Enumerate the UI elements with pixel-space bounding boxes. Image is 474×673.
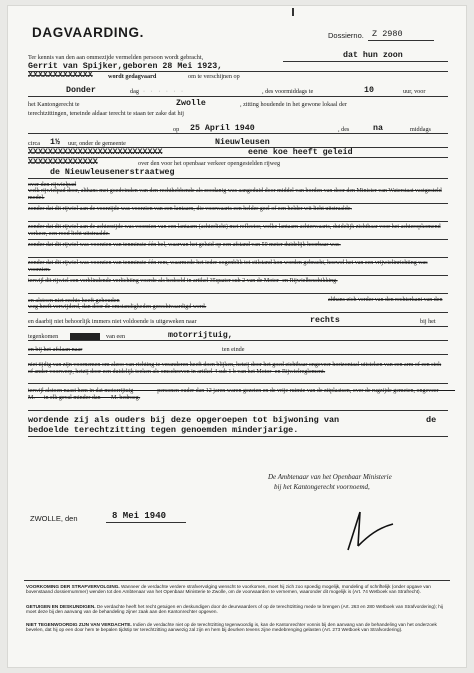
- intro-typed-circa: 1½: [50, 138, 60, 147]
- footer-text-absence: Indien de verdachte niet op de terechtzitting tegenwoordig is, kan de Kantonrechter vonnis bij den aanvang van de behandeling van het onderzoek bevelen, dat hij op een door hem te bepalen tijdstip ter terechtzitting aanwezig zal zijn en hem bij deurken tevens zijne medebrenging gelasten (Art. 273 Wetboek van Strafvordering).: [26, 622, 437, 633]
- intro-typed-date: 25 April 1940: [190, 124, 255, 133]
- intro-dotted-blanks: · · · · · ·: [143, 88, 186, 95]
- intro-typed-hour: 10: [364, 86, 374, 95]
- signature-place: ZWOLLE, den: [30, 514, 78, 523]
- footer-head-witnesses: GETUIGEN EN DESKUNDIGEN.: [26, 604, 96, 609]
- rule: [28, 410, 448, 411]
- offense-tegenkomen: tegenkomen: [28, 333, 59, 340]
- intro-uur-voor: uur, voor: [403, 88, 426, 95]
- offense-typed-closing-1: wordende zij als ouders bij deze opgeroepen tot bijwoning van: [28, 415, 340, 425]
- rule: [28, 96, 448, 97]
- rule: [28, 312, 448, 313]
- rule: [28, 221, 448, 222]
- rule: [28, 354, 448, 355]
- intro-typed-son: dat hun zoon: [343, 51, 403, 60]
- dossier-label: Dossierno.: [328, 31, 364, 40]
- intro-middags: middags: [410, 126, 431, 133]
- document-title: DAGVAARDING.: [32, 25, 144, 40]
- intro-line-3: om te verschijnen op: [188, 73, 240, 80]
- intro-typed-na: na: [373, 124, 383, 133]
- rule: [28, 257, 448, 258]
- intro-typed-gemeente: Nieuwleusen: [215, 138, 270, 147]
- top-mark: [292, 8, 294, 16]
- footer-text-witnesses: De verdachte heeft het recht getuigen en deskundigen door de deurwaarders of op de terechtzitting mede te brengen (Art. 263 en 280 Wetboek van Strafvordering); hij moet deze bij den aanvang van de behandeling zijner zaak aan den Kantonrechter opgeven.: [26, 604, 443, 615]
- rule: [28, 239, 448, 240]
- offense-para-personen: terwijl alstoen naast hem in dat motorrijtuig personen ouder dan 12 jaren waren gezeten en de vrije ruimte van de zitplaatsen, over de rugzijde gemeten, ongeveer M. — in elk geval minder dan M. bedroeg.: [28, 388, 456, 401]
- intro-des-label: , des: [338, 126, 350, 133]
- intro-des-voormiddags: , des voormiddags te: [262, 88, 314, 95]
- footer-note-witnesses: [26, 604, 448, 615]
- offense-para-b: zonder dat dit rijwiel aan de achterzijde was voorzien van een lantaarn (achterlicht) met reflector, welke lantaarn achterwaarts, duidelijk zichtbaar voor het achteropkomend verkeer, een rood licht uitstraalde.: [28, 224, 441, 237]
- offense-redaction: xxxx: [70, 333, 100, 340]
- rule: [283, 61, 448, 62]
- offense-typed-rechts: rechts: [310, 316, 340, 325]
- rule: [106, 522, 186, 523]
- offense-rechts-pre: en alstoen niet rechts heeft gehouden: [28, 297, 120, 304]
- intro-typed-summoned: wordt gedagvaard: [108, 73, 157, 80]
- rule: [28, 178, 448, 179]
- offense-para-rijwielpad: welk rijwielpad door, althans met goedvinden van den rechthebbende als zoodanig was aangeduid door middel van borden van door den Minister van Waterstaat vastgesteld model.: [28, 188, 442, 201]
- rule: [28, 383, 448, 384]
- offense-para-a: zonder dat dit rijwiel aan de voorzijde was voorzien van een lantaarn, die voorwaarts een helder geel of een helder wit licht uitstraalde.: [28, 206, 352, 212]
- signature-line-1: De Ambtenaar van het Openbaar Ministerie: [268, 473, 392, 481]
- intro-gemeente-label: uur, onder de gemeente: [68, 140, 126, 147]
- footer-text-prevention: Wanneer de verdachte verdere strafvervolging wenscht te voorkomen, moet hij zich zoo spoedig mogelijk, mondeling of schriftelijk (onder opgave van bovenstaand dossiernummer) wenden tot den Ambtenaar van het Openbaar Ministerie te Zwolle, om de voorwaarden te vernemen, waaronder dit mogelijk is (Art. 74 Wetboek van Strafrecht).: [26, 584, 431, 595]
- intro-op-label: op: [173, 126, 180, 133]
- intro-line-5: het Kantongerecht te: [28, 101, 80, 108]
- offense-typed-road: de Nieuwleusenerstraatweg: [50, 168, 175, 177]
- offense-ten-einde: ten einde: [222, 346, 245, 353]
- offense-para-d: zonder dat dit rijwiel was voorzien van tenminste één rem, waarmede het ieder oogenblik tot stilstand kon worden gebracht, hoewel het van een vrijwielinrichting was voorzien.: [28, 260, 428, 273]
- intro-struck-text: XXXXXXXXXXXXX: [28, 71, 93, 80]
- footer-head-absence: NIET TEGENWOORDIG ZIJN VAN VERDACHTE.: [26, 622, 132, 627]
- intro-line-6: terechtzittingen, teneinde aldaar terecht te staan ter zake dat hij: [28, 110, 184, 117]
- intro-circa-label: circa: [28, 140, 41, 147]
- intro-dag-label: dag: [130, 88, 139, 95]
- offense-bij-het: bij het: [420, 318, 436, 325]
- rule: [28, 436, 448, 437]
- dossier-underline: [368, 40, 434, 41]
- rule: [28, 293, 448, 294]
- footer-head-prevention: VOORKOMING DER STRAFVERVOLGING.: [26, 584, 120, 589]
- summons-document: [8, 6, 466, 667]
- offense-rechts-post: althans zich verder van den rechterkant van den weg heeft verwijderd, dan door de omstandigheden gerechtvaardigd werd.: [28, 297, 443, 310]
- rule: [28, 275, 448, 276]
- offense-typed-closing-2: bedoelde terechtzitting tegen genoemden minderjarige.: [28, 425, 299, 435]
- offense-para-richting: niet tijdig van zijn voornemen om alzoo van richting te veranderen heeft doen blijken, hetzij door het goed zichtbaar ongeveer horizontaal uitsteken van een arm of een stok of ander voorwerp, hetzij door een duidelijk teeken als omschreven in artikel 4 sub 1 b van het Motor- en Rijwielreglement.: [28, 362, 442, 375]
- offense-typed-closing-van-de: de: [426, 415, 437, 425]
- intro-typed-day: Donder: [66, 86, 96, 95]
- offense-van-een: van een: [106, 333, 126, 340]
- signature-line-2: bij het Kantongerecht voornoemd,: [274, 483, 370, 491]
- footer-note-prevention: [26, 584, 448, 595]
- offense-struck-text-2: XXXXXXXXXXXXXX: [28, 158, 98, 167]
- dossier-number: Z 2980: [372, 29, 403, 39]
- offense-para-c: zonder dat dit rijwiel was voorzien van tenminste één bel, waarvan het geluid op een afstand van 50 meter duidelijk hoorbaar was.: [28, 242, 341, 248]
- offense-typed-cow: eene koe heeft geleid: [248, 148, 353, 157]
- offense-struck-text: XXXXXXXXXXXXXXXXXXXXXXXXXXX: [28, 148, 163, 157]
- rule: [28, 133, 448, 134]
- rule: [28, 203, 448, 204]
- rule: [28, 340, 448, 341]
- signature-scrawl: [338, 506, 398, 556]
- rule: [28, 326, 448, 327]
- offense-struck-rijwielpad: over den rijwielpad: [28, 181, 77, 188]
- intro-typed-name: Gerrit van Spijker,geboren 28 Mei 1923,: [28, 62, 223, 71]
- offense-para-e: terwijl dit rijwiel een verblindende verlichting voerde als bedoeld in artikel 35quater sub 2 van de Motor- en Rijwielbeschikking.: [28, 278, 338, 284]
- intro-typed-city: Zwolle: [176, 99, 206, 108]
- offense-afslaan: en bij het afslaan naar: [28, 346, 83, 353]
- footer-note-absence: [26, 622, 448, 633]
- rule: [24, 580, 450, 581]
- signature-date: 8 Mei 1940: [112, 511, 167, 521]
- intro-line-5-post: , zitting houdende in het gewone lokaal der: [240, 101, 347, 108]
- offense-road-line: over den voor het openbaar verkeer opengestelden rijweg: [138, 160, 281, 167]
- offense-typed-motorrijtuig: motorrijtuig,: [168, 331, 233, 340]
- intro-line-1: Ter kennis van den aan ommezijde vermelden persoon wordt gebracht,: [28, 54, 204, 61]
- offense-uitgeweken-pre: en daarbij niet behoorlijk immers niet voldoende is uitgeweken naar: [28, 318, 197, 325]
